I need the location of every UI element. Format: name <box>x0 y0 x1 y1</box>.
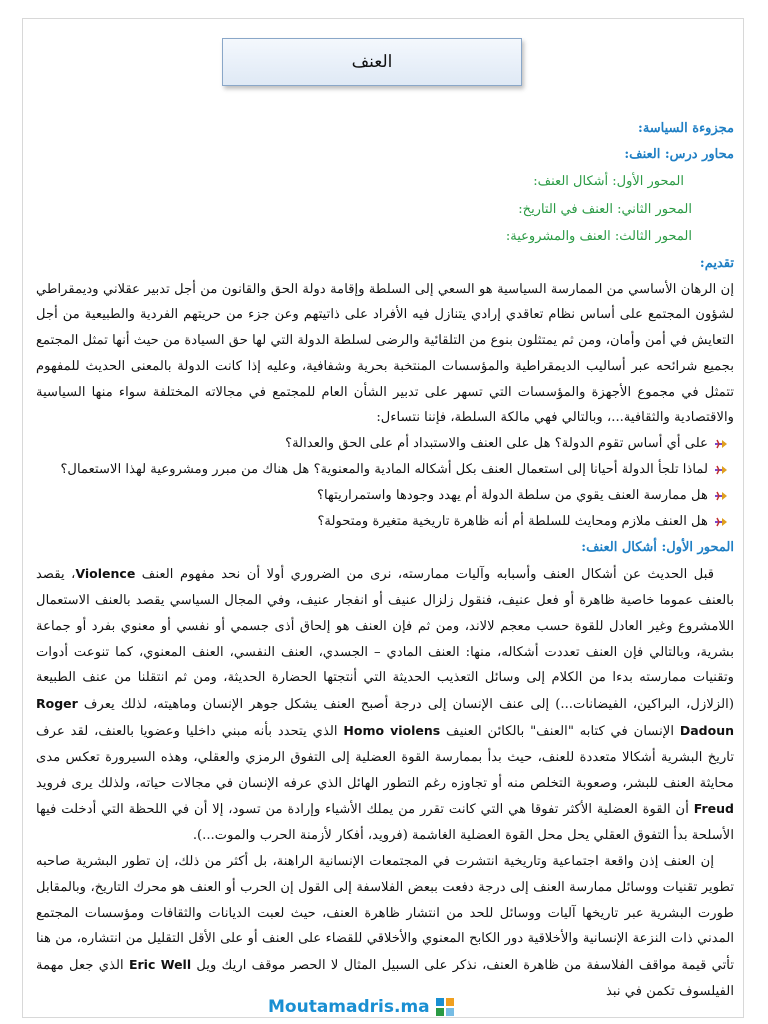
name-freud: Freud <box>693 801 734 817</box>
axis1-paragraph-1: قبل الحديث عن أشكال العنف وأسبابه وآليات ممارسته، نرى من الضروري أولا أن نحد مفهوم العنف Violence، يقصد بالعنف عموما خاصية ظاهرة أو فعل عنيف، فنقول زلزال عنيف أو انفجار عنيف، وفي المجال السياسي يقصد بالعنف الاستعمال اللامشروع وغير العادل للقوة حسب معجم لالاند، ومن ثم فإن العنف هو إلحاق أذى جسمي أو نفسي أو معنوي بفرد أو جماعة بشرية، وبالتالي فإن العنف تعددت أشكاله، منها: العنف المادي – الجسدي، العنف النفسي، العنف المعنوي، كما تنوعت أدوات وتقنيات ممارسته بدءا من الكلام إلى وسائل التعذيب الحديثة التي أنتجتها الحضارة الحديثة، ومن ثم انتقلنا من عنف الطبيعة (الزلازل، البراكين، الفيضانات...) إلى عنف الإنسان إلى درجة أصبح العنف يشكل جوهر الإنسان وماهيته، لذلك يعرف Roger Dadoun الإنسان في كتابه "العنف" بالكائن العنيف Homo violens الذي يتحدد بأنه مبني داخليا وعضويا بالعنف، لقد عرف تاريخ البشرية أشكالا متعددة للعنف، حيث بدأ بممارسة القوة العضلية إلى التفوق الرمزي والعقلي، وهذه السيرورة تعكس مدى محايثة العنف للبشر، وصعوبة التخلص منه أو تجاوزه رغم التطور الهائل الذي عرفه الإنسان في مجالات حياته، ولذلك يرى فرويد Freud أن القوة العضلية الأكثر تفوقا هي التي كانت تقرر من يملك الأشياء وإرادة من تسود، إلا أن في اللحظة التي أدخلت فيها الأسلحة بدأ التفوق العقلي يحل محل القوة العضلية الغاشمة (فرويد، أفكار لأزمنة الحرب والموت...). <box>36 566 735 844</box>
questions-list <box>36 431 734 535</box>
list-item <box>36 431 734 457</box>
question-text: على أي أساس تقوم الدولة؟ هل على العنف والاستبداد أم على الحق والعدالة؟ <box>285 436 708 452</box>
page-title: العنف <box>222 38 522 86</box>
intro-paragraph: إن الرهان الأساسي من الممارسة السياسية هو السعي إلى السلطة وإقامة دولة الحق والقانون من أجل تدبير عقلاني وديمقراطي لشؤون المجتمع على أساس نظام تعاقدي إرادي يتنازل فيه الأفراد على ذاتيتهم وعن جزء من حريتهم الفردية والطبيعية من أجل التعايش في أمن وأمان، ومن ثم يمتثلون بنوع من التلقائية والرضى لسلطة الدولة التي لها حق السيادة من حيث أنها تمثل المجتمع بجميع شرائحه عبر أساليب الديمقراطية والمؤسسات المنتخبة بحرية وشفافية، وعليه إذا كانت الدولة بالمعنى الحديث للمفهوم تتمثل في مجموع الأجهزة والمؤسسات التي تسهر على تدبير الشأن العام للمجتمع في مجالاته المختلفة سواء منها السياسية والاقتصادية والثقافية...، وبالتالي فهي مالكة السلطة، فإننا نتساءل: <box>36 281 734 426</box>
axis-item-2: المحور الثاني: العنف في التاريخ: <box>518 201 692 217</box>
list-item <box>36 509 734 535</box>
question-text: هل ممارسة العنف يقوي من سلطة الدولة أم يهدد وجودها واستمراريتها؟ <box>317 488 708 504</box>
axis1-paragraph-2: إن العنف إذن واقعة اجتماعية وتاريخية انتشرت في المجتمعات الإنسانية الراهنة، بل أكثر من ذلك، إن تطور البشرية صاحبه تطوير تقنيات ووسائل ممارسة العنف إلى درجة دفعت ببعض الفلاسفة إلى القول إن الحرب أو العنف هو محرك التاريخ، وبالمقابل طورت البشرية عبر تاريخها آليات ووسائل للحد من انتشار ظاهرة العنف، حيث لعبت الديانات والثقافات ومؤسسات المجتمع المدني ذات النزعة الإنسانية والأخلاقية دور الكابح المعنوي والأخلاقي للقضاء على العنف أو على الأقل التقليل من انتشاره، من هنا تأتي قيمة مواقف الفلاسفة من ظاهرة العنف، نذكر على السبيل المثال لا الحصر موقف اريك ويل Eric Well الذي جعل مهمة الفيلسوف تكمن في نبذ <box>36 854 734 1000</box>
pin-bullet-icon <box>714 490 728 502</box>
question-text: لماذا تلجأ الدولة أحيانا إلى استعمال العنف بكل أشكاله المادية والمعنوية؟ هل هناك من مبرر ومشروعية لهذا الاستعمال؟ <box>60 462 708 478</box>
pin-bullet-icon <box>714 516 728 528</box>
axis1-heading: المحور الأول: أشكال العنف: <box>581 540 734 556</box>
pin-bullet-icon <box>714 464 728 476</box>
list-item <box>36 457 734 483</box>
site-logo-text: Moutamadris.ma <box>268 997 430 1017</box>
document-body <box>36 116 734 1005</box>
question-text: هل العنف ملازم ومحايث للسلطة أم أنه ظاهرة تاريخية متغيرة ومتحولة؟ <box>317 514 708 530</box>
list-item <box>36 483 734 509</box>
intro-heading: تقديم: <box>699 255 734 271</box>
axis-item-1: المحور الأول: أشكال العنف: <box>533 174 684 189</box>
term-violence: Violence <box>75 566 136 582</box>
term-homo-violens: Homo violens <box>343 723 441 739</box>
cube-logo-icon <box>434 996 456 1018</box>
site-logo <box>268 994 508 1020</box>
name-eric-well: Eric Well <box>128 957 192 973</box>
module-heading: مجزوءة السياسة: <box>638 121 734 136</box>
pin-bullet-icon <box>714 438 728 450</box>
axes-heading: محاور درس: العنف: <box>624 147 734 162</box>
name-roger-dadoun: Roger Dadoun <box>36 696 735 739</box>
axis-item-3: المحور الثالث: العنف والمشروعية: <box>505 229 692 244</box>
